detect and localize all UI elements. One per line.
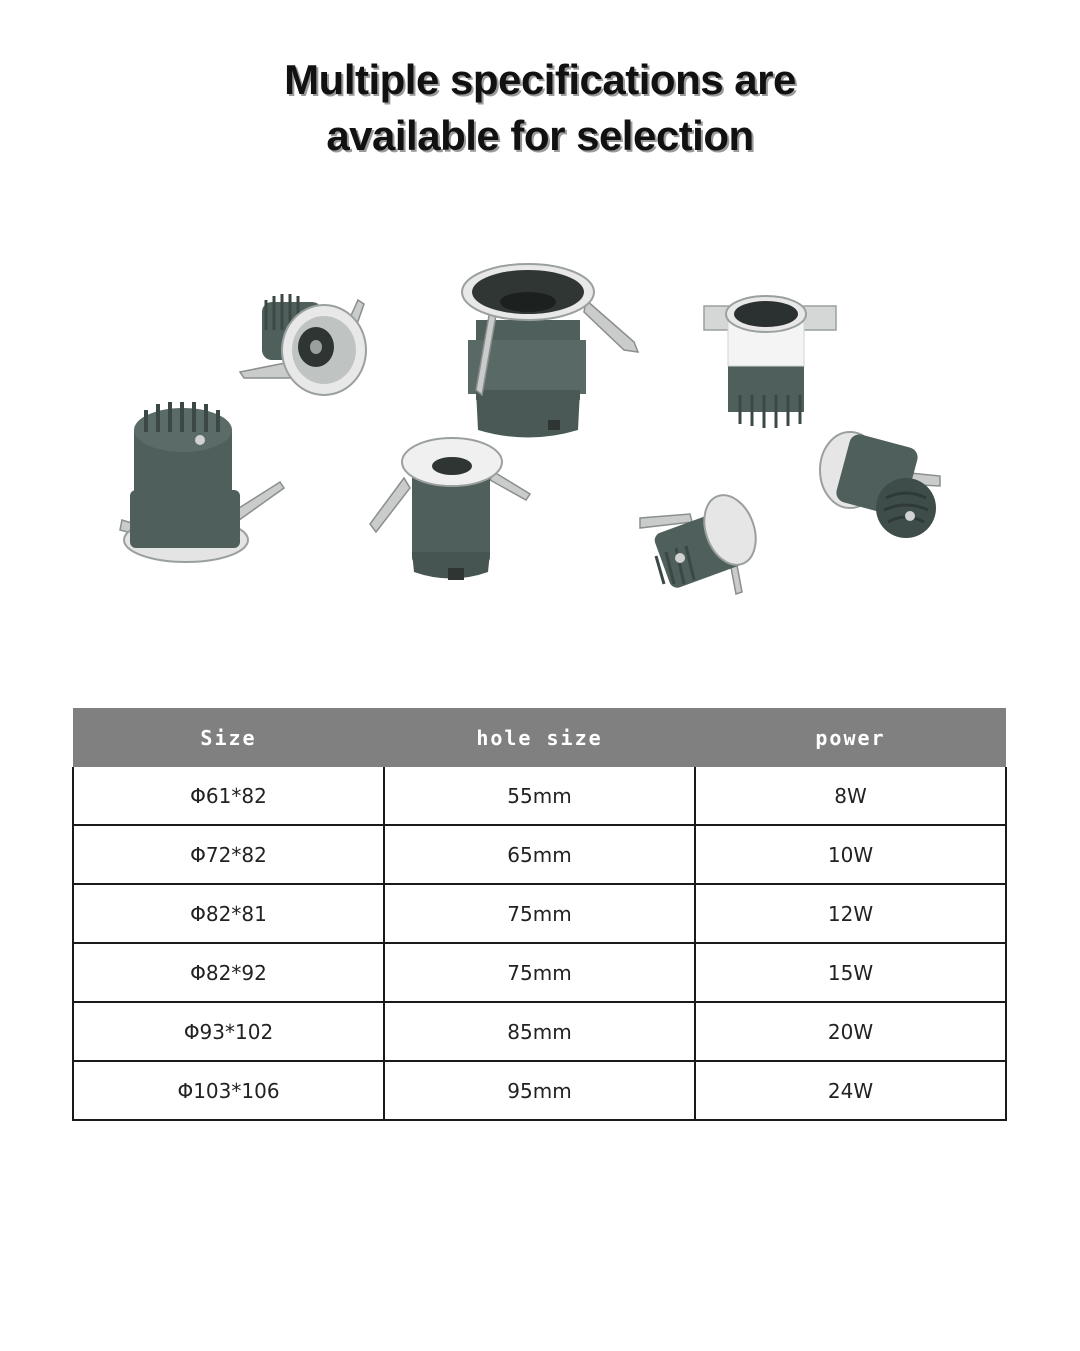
- cell-size: Φ93*102: [73, 1002, 384, 1061]
- cell-size: Φ72*82: [73, 825, 384, 884]
- table-row: [73, 767, 1006, 825]
- column-header-power: power: [695, 708, 1006, 767]
- table-row: [73, 943, 1006, 1002]
- downlight-heatsink-icon: [120, 402, 284, 562]
- cell-hole-size: 65mm: [384, 825, 695, 884]
- downlight-back-icon: [820, 432, 940, 538]
- cell-size: Φ82*81: [73, 884, 384, 943]
- cell-hole-size: 85mm: [384, 1002, 695, 1061]
- cell-hole-size: 75mm: [384, 943, 695, 1002]
- cell-power: 10W: [695, 825, 1006, 884]
- downlight-square-flange-icon: [704, 296, 836, 428]
- cell-size: Φ103*106: [73, 1061, 384, 1120]
- table-header-row: [73, 708, 1006, 767]
- downlight-side-icon: [640, 488, 765, 594]
- downlight-large-icon: [462, 264, 638, 438]
- cell-size: Φ82*92: [73, 943, 384, 1002]
- table-row: [73, 1002, 1006, 1061]
- cell-hole-size: 75mm: [384, 884, 695, 943]
- table-row: [73, 884, 1006, 943]
- cell-power: 20W: [695, 1002, 1006, 1061]
- title-line-2: available for selection: [326, 112, 754, 159]
- cell-size: Φ61*82: [73, 767, 384, 825]
- column-header-hole-size: hole size: [384, 708, 695, 767]
- column-header-size: Size: [73, 708, 384, 767]
- spec-table: [72, 708, 1007, 1121]
- product-illustrations: [0, 250, 1080, 610]
- cell-power: 12W: [695, 884, 1006, 943]
- downlight-small-icon: [240, 294, 366, 395]
- cell-hole-size: 55mm: [384, 767, 695, 825]
- title-line-1: Multiple specifications are: [284, 56, 796, 103]
- cell-power: 15W: [695, 943, 1006, 1002]
- page-title: [0, 52, 1080, 164]
- downlight-white-trim-icon: [370, 438, 530, 580]
- cell-power: 24W: [695, 1061, 1006, 1120]
- table-row: [73, 825, 1006, 884]
- table-row: [73, 1061, 1006, 1120]
- cell-hole-size: 95mm: [384, 1061, 695, 1120]
- cell-power: 8W: [695, 767, 1006, 825]
